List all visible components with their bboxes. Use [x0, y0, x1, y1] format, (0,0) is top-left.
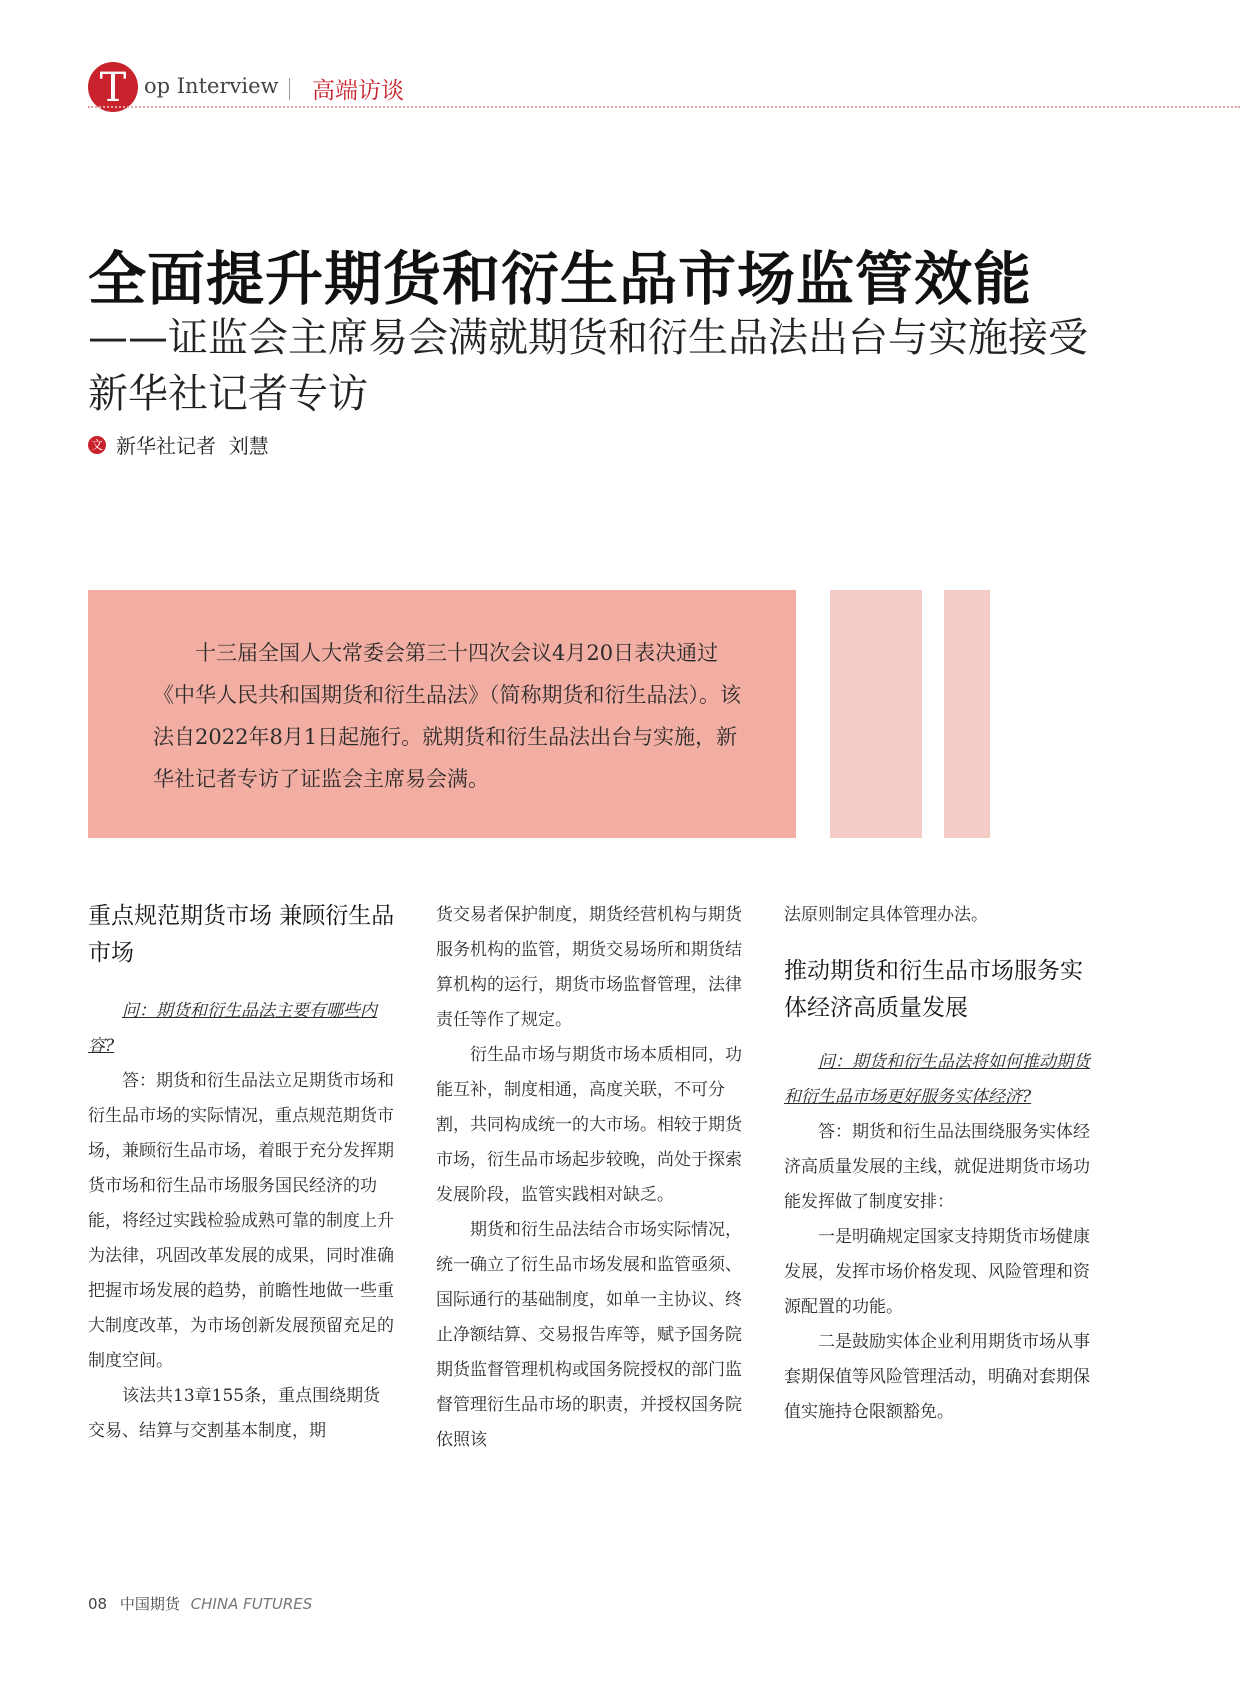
column-2 [436, 898, 744, 1458]
decorative-bar [830, 590, 922, 838]
paragraph: 该法共13章155条，重点围绕期货交易、结算与交割基本制度，期 [88, 1386, 381, 1441]
author-icon: 文 [88, 436, 106, 454]
paragraph: 一是明确规定国家支持期货市场健康发展，发挥市场价格发现、风险管理和资源配置的功能。 [784, 1227, 1090, 1317]
paragraph: 答：期货和衍生品法立足期货市场和衍生品市场的实际情况，重点规范期货市场，兼顾衍生品市场，着眼于充分发挥期货市场和衍生品市场服务国民经济的功能，将经过实践检验成熟可靠的制度上升为法律，巩固改革发展的成果，同时准确把握市场发展的趋势，前瞻性地做一些重大制度改革，为市场创新发展预留充足的制度空间。 [88, 1071, 394, 1371]
article-title: 全面提升期货和衍生品市场监管效能 [88, 245, 1033, 313]
paragraph: 法原则制定具体管理办法。 [784, 905, 988, 925]
section-logo-letter: T [88, 62, 138, 112]
column-1 [88, 898, 396, 1449]
column-3 [784, 898, 1092, 1430]
section-name-en: op Interview [144, 74, 279, 98]
lead-paragraph: 十三届全国人大常委会第三十四次会议4月20日表决通过《中华人民共和国期货和衍生品法》（简称期货和衍生品法）。该法自2022年8月1日起施行。就期货和衍生品法出台与实施，新华社记者专访了证监会主席易会满。 [153, 641, 741, 791]
paragraph: 答：期货和衍生品法围绕服务实体经济高质量发展的主线，就促进期货市场功能发挥做了制度安排： [784, 1122, 1090, 1212]
byline-text: 新华社记者 刘慧 [116, 434, 269, 458]
paragraph: 衍生品市场与期货市场本质相同，功能互补，制度相通，高度关联，不可分割，共同构成统一的大市场。相较于期货市场，衍生品市场起步较晚，尚处于探索发展阶段，监管实践相对缺乏。 [436, 1045, 742, 1205]
section-heading: 重点规范期货市场 兼顾衍生品市场 [88, 903, 395, 966]
section-heading: 推动期货和衍生品市场服务实体经济高质量发展 [784, 958, 1083, 1021]
header-dotted-rule [88, 106, 1240, 108]
paragraph: 二是鼓励实体企业利用期货市场从事套期保值等风险管理活动，明确对套期保值实施持仓限额豁免。 [784, 1332, 1090, 1422]
question: 问：期货和衍生品法主要有哪些内容? [88, 1001, 377, 1056]
magazine-name-en: CHINA FUTURES [190, 1595, 313, 1613]
question: 问：期货和衍生品法将如何推动期货和衍生品市场更好服务实体经济? [784, 1052, 1090, 1107]
paragraph: 货交易者保护制度，期货经营机构与期货服务机构的监管，期货交易场所和期货结算机构的运行，期货市场监督管理，法律责任等作了规定。 [436, 905, 742, 1030]
header-divider [289, 78, 290, 100]
page-footer [88, 1593, 312, 1614]
magazine-name-cn: 中国期货 [119, 1595, 180, 1613]
paragraph: 期货和衍生品法结合市场实际情况，统一确立了衍生品市场发展和监管亟须、国际通行的基础制度，如单一主协议、终止净额结算、交易报告库等，赋予国务院期货监督管理机构或国务院授权的部门监督管理衍生品市场的职责，并授权国务院依照该 [436, 1220, 742, 1450]
decorative-bar [944, 590, 990, 838]
byline [88, 430, 269, 459]
page-number: 08 [88, 1595, 108, 1613]
section-name-cn: 高端访谈 [312, 78, 404, 104]
article-subtitle: ——证监会主席易会满就期货和衍生品法出台与实施接受新华社记者专访 [88, 315, 1088, 417]
